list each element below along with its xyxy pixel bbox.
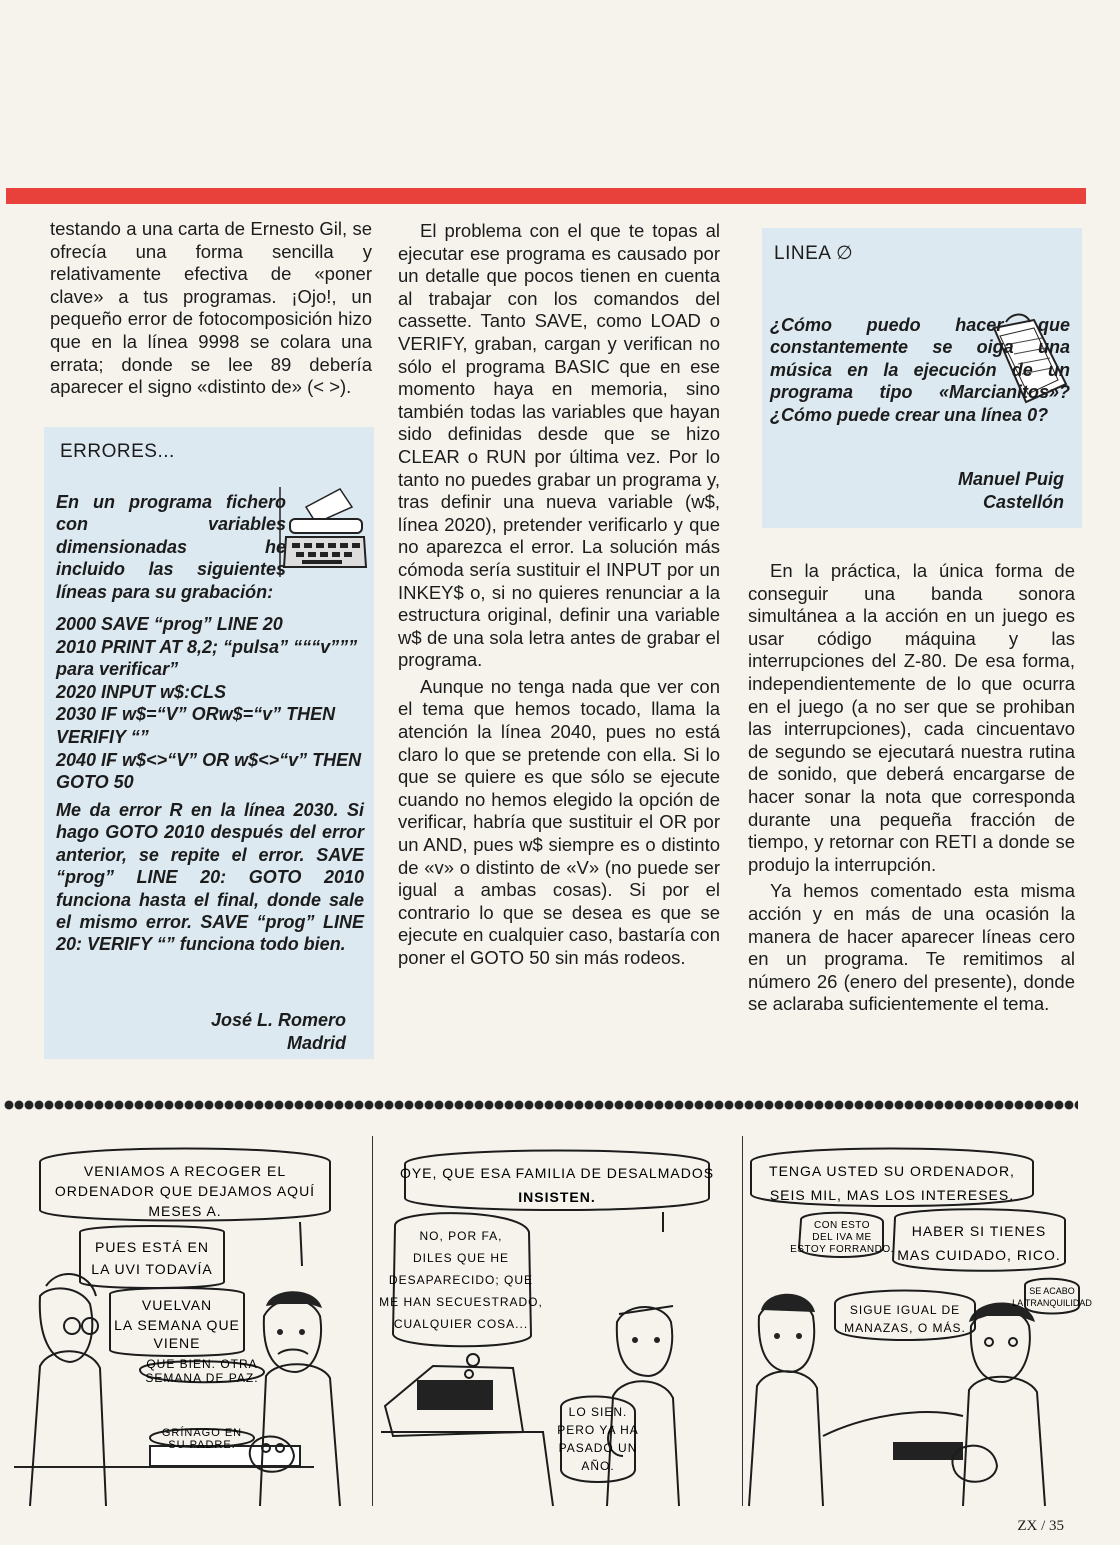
- bubble-line: NO, POR FA,: [419, 1229, 503, 1243]
- page-folio: ZX / 35: [1017, 1518, 1064, 1534]
- bubble-line: MAS CUIDADO, RICO.: [897, 1247, 1061, 1263]
- code-line: 2000 SAVE “prog” LINE 20: [56, 614, 283, 634]
- bubble-line: LA UVI TODAVÍA: [91, 1261, 213, 1277]
- bubble-line: QUE BIEN. OTRA: [146, 1357, 258, 1371]
- bubble-line: DESAPARECIDO; QUE: [388, 1273, 534, 1287]
- column-2-answer: [398, 220, 720, 974]
- errores-question: En un programa fichero con variables dimensionadas he incluido las siguientes líneas para su grabación:: [56, 492, 286, 602]
- typewriter-icon: [276, 485, 368, 581]
- intro-paragraph: testando a una carta de Ernesto Gil, se ofrecía una forma sencilla y relativamente efectiva de «poner clave» a tus programas. ¡Ojo!, un pequeño error de fotocomposición hizo que en la línea 9998 se colara una errata; donde se lee 89 debería aparecer el signo «distinto de» (< >).: [50, 218, 372, 398]
- bubble-line: ESTOY FORRANDO.: [790, 1244, 894, 1255]
- bubble-line: PASADO UN: [558, 1441, 638, 1455]
- bubble-line: SE ACABO: [1029, 1286, 1075, 1296]
- linea-signature: [958, 468, 1064, 514]
- answer-paragraph-1: El problema con el que te topas al ejecutar ese programa es causado por un detalle que pocos tienen en cuenta al trabajar con los comandos del cassette. Tanto SAVE, como LOAD o VERIFY, graban, cargan y verifican no sólo el programa BASIC que en ese momento haya en memoria, sino también todas las variables que hayan sido definidas desde que se hizo CLEAR o RUN por última vez. Por lo tanto no puedes grabar un programa y, tras definir una nueva variable (w$, línea 2020), pretender verificarlo y que no aparezca el error. La solución más cómoda sería sustituir el INPUT por un INKEY$ o, si no quieres renunciar a la estructura original, definir una variable w$ de una sola letra antes de grabar el programa.: [398, 220, 720, 671]
- bubble-line: ME HAN SECUESTRADO,: [379, 1295, 543, 1309]
- author-city: Madrid: [286, 1033, 346, 1053]
- comic-panel-3-art: [743, 1136, 1092, 1506]
- errores-box: [44, 427, 374, 1059]
- bubble-line: CON ESTO: [813, 1220, 871, 1231]
- author-name: José L. Romero: [210, 1010, 346, 1030]
- errores-signature: [211, 1009, 346, 1055]
- comic-panel-2-art: [373, 1136, 733, 1506]
- author-name: Manuel Puig: [957, 469, 1064, 489]
- bubble-line: PERO YA HA: [557, 1423, 639, 1437]
- bubble-line: VIENE: [153, 1335, 201, 1351]
- comic-panel-1-art: [10, 1136, 360, 1506]
- author-city: Castellón: [982, 492, 1064, 512]
- errores-heading: ERRORES...: [60, 441, 175, 462]
- dotted-divider: [4, 1098, 1078, 1112]
- red-header-bar: [6, 188, 1086, 204]
- bubble-line: LA SEMANA QUE: [114, 1317, 240, 1333]
- bubble-line: MESES A.: [148, 1203, 222, 1219]
- bubble-line: LO SIEN.: [568, 1405, 628, 1419]
- bubble-line: VENIAMOS A RECOGER EL: [83, 1163, 287, 1179]
- bubble-line: DILES QUE HE: [412, 1251, 510, 1265]
- bubble-line: ORDENADOR QUE DEJAMOS AQUÍ: [54, 1183, 316, 1199]
- bubble-line: CUALQUIER COSA...: [393, 1317, 529, 1331]
- linea-heading: LINEA ∅: [774, 243, 854, 264]
- bubble-line: PUES ESTÁ EN: [95, 1239, 209, 1255]
- linea-question: ¿Cómo puedo hacer que constantemente se oiga una música en la ejecución de un programa tipo «Marcianitos»? ¿Cómo puede crear una línea 0?: [770, 315, 1070, 425]
- bubble-line: HABER SI TIENES: [911, 1223, 1047, 1239]
- bubble-line: SEIS MIL, MAS LOS INTERESES.: [769, 1187, 1015, 1203]
- answer-paragraph-2: Ya hemos comentado esta misma acción y en más de una ocasión la manera de hacer aparecer líneas cero en un programa. Te remitimos al número 26 (enero del presente), donde se aclaraba suficientemente el tema.: [748, 880, 1075, 1015]
- code-line: 2020 INPUT w$:CLS: [56, 681, 227, 702]
- column-1-intro: [50, 218, 372, 403]
- bubble-line: GRÍNAGO EN: [161, 1427, 243, 1439]
- comic-panel-1: [10, 1136, 360, 1506]
- code-line: 2030 IF w$=“V” ORw$=“v” THEN VERIFIY “”: [56, 704, 336, 747]
- code-line: 2010 PRINT AT 8,2; “pulsa” “““v””” para verificar”: [56, 636, 358, 680]
- bubble-line: AÑO.: [581, 1459, 615, 1473]
- comic-panel-2: [372, 1136, 733, 1506]
- bubble-line: OYE, QUE ESA FAMILIA DE DESALMADOS: [399, 1165, 715, 1181]
- linea-box: [762, 228, 1082, 528]
- bubble-line: VUELVAN: [141, 1297, 213, 1313]
- answer-paragraph-1: En la práctica, la única forma de conseguir una banda sonora simultánea a la acción en un juego es usar código máquina y las interrupciones del Z-80. De esa forma, independientemente de lo que ocurra en el juego (a no ser que se prohiban las interrupciones), cada cincuentavo de segundo se ejecutará nuestra rutina de sonido, que deberá encargarse de hacer sonar la nota que corresponda durante una pequeña fracción de tiempo, y retornar con RETI a donde se produjo la interrupción.: [748, 560, 1075, 875]
- bubble-line: MANAZAS, O MÁS.: [844, 1321, 966, 1335]
- column-3-answer: [748, 560, 1075, 1020]
- bubble-line: INSISTEN.: [518, 1189, 596, 1205]
- bubble-line: DEL IVA ME: [812, 1232, 872, 1243]
- bubble-line: LA TRANQUILIDAD: [1012, 1298, 1092, 1308]
- code-line: 2040 IF w$<>“V” OR w$<>“v” THEN GOTO 50: [56, 749, 362, 793]
- errores-followup: Me da error R en la línea 2030. Si hago GOTO 2010 después del error anterior, se repite el error. SAVE “prog” LINE 20: GOTO 2010 funciona hasta el final, donde sale el mismo error. SAVE “prog” LINE 20: VERIFY “” funciona todo bien.: [56, 800, 364, 955]
- errores-code: [56, 613, 366, 794]
- comic-panel-3: [742, 1136, 1092, 1506]
- bubble-line: SIGUE IGUAL DE: [849, 1303, 961, 1317]
- bubble-line: SEMANA DE PAZ.: [145, 1371, 259, 1385]
- bubble-line: SU PADRE.: [168, 1439, 236, 1451]
- answer-paragraph-2: Aunque no tenga nada que ver con el tema que hemos tocado, llama la atención la línea 2040, pues no está claro lo que se pretende con ella. Si lo que se quiere es que sólo se ejecute cuando no hemos elegido la opción de verificar, habría que sustituir el OR por un AND, pues w$ siempre es o distinto de «v» o distinto de «V» (no puede ser igual a ambas cosas). Si por el contrario lo que se desea es que se ejecute en cualquier caso, bastaría con poner el GOTO 50 sin más rodeos.: [398, 675, 720, 968]
- bubble-line: TENGA USTED SU ORDENADOR,: [769, 1163, 1015, 1179]
